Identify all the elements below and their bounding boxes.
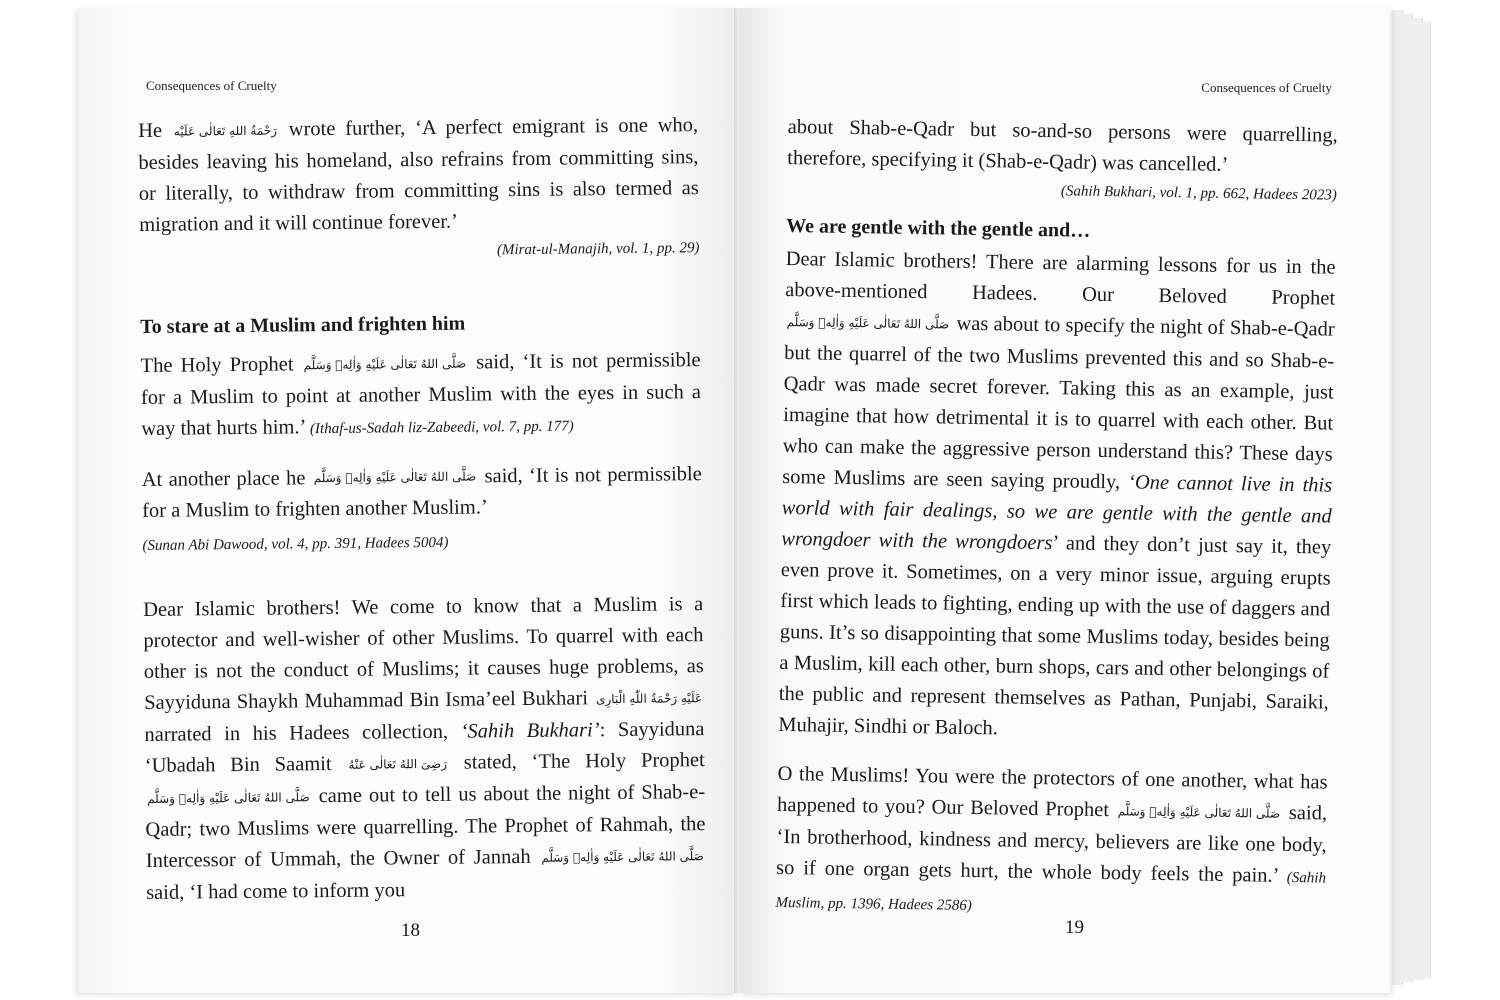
quoted-saying: ‘One cannot live in this world with fair dealings, so we are gentle with the gentle and wrongdoer with the wrongdoers — [781, 471, 1333, 555]
section-heading: We are gentle with the gentle and… — [786, 214, 1091, 242]
citation: (Sunan Abi Dawood, vol. 4, pp. 391, Hadees 5004) — [142, 535, 449, 555]
section-heading: To stare at a Muslim and frighten him — [140, 312, 466, 338]
paragraph: about Shab-e-Qadr but so-and-so persons were quarrelling, therefore, specifying it (Shab-e-Qadr) was cancelled.’ — [787, 115, 1338, 176]
citation: (Sahih Muslim, pp. 1396, Hadees 2586) — [775, 869, 1327, 914]
page-number: 19 — [1065, 917, 1084, 938]
paragraph: He رَحْمَةُ اللهِ تَعَالٰی عَلَيْه wrote further, ‘A perfect emigrant is one who, besides leaving his homeland, also refrains from committing sins, or literally, to withdraw from committing sins is also termed as migration and it will continue forever.’ — [138, 114, 699, 236]
running-header: Consequences of Cruelty — [146, 78, 277, 93]
right-page — [740, 8, 1390, 993]
honorific-text: رَضِیَ اللهُ تَعَالٰی عَنْهُ — [348, 756, 448, 772]
page-number: 18 — [401, 920, 420, 941]
running-header: Consequences of Cruelty — [1201, 80, 1332, 95]
honorific-text: صَلَّى اللهُ تَعَالٰى عَلَيْهِ وَاٰلِهٖ وَسَلَّم — [147, 790, 310, 806]
honorific-text: عَلَيْهِ رَحْمَةُ اللّٰهِ الْبَارِی — [595, 691, 703, 707]
citation: (Ithaf-us-Sadah liz-Zabeedi, vol. 7, pp. 177) — [309, 418, 574, 437]
page-body — [138, 110, 706, 908]
honorific-text: رَحْمَةُ اللهِ تَعَالٰی عَلَيْه — [173, 123, 278, 139]
citation: (Sahih Bukhari, vol. 1, pp. 662, Hadees 2023) — [1060, 183, 1337, 204]
book-title: ‘Sahih Bukhari’ — [460, 719, 600, 743]
honorific-text: صَلَّى اللهُ تَعَالٰى عَلَيْهِ وَاٰلِهٖ وَسَلَّم — [786, 314, 950, 332]
honorific-text: صَلَّى اللهُ تَعَالٰى عَلَيْهِ وَاٰلِهٖ وَسَلَّم — [1117, 803, 1281, 821]
page-edge — [1420, 22, 1431, 978]
honorific-text: صَلَّى اللهُ تَعَالٰى عَلَيْهِ وَاٰلِهٖ وَسَلَّم — [313, 469, 477, 486]
honorific-text: صَلَّى اللهُ تَعَالٰى عَلَيْهِ وَاٰلِهٖ وَسَلَّم — [541, 848, 704, 865]
honorific-text: صَلَّى اللهُ تَعَالٰى عَلَيْهِ وَاٰلِهٖ وَسَلَّم — [303, 356, 467, 372]
paragraph: The Holy Prophet صَلَّى اللهُ تَعَالٰى عَلَيْهِ وَاٰلِهٖ وَسَلَّم said, ‘It is not permissible for a Muslim to point at another Muslim with the eyes in such a way that hurts him.’ (Ithaf-us-Sadah liz-Zabeedi, vol. 7, pp. 177) — [140, 348, 702, 440]
left-page — [78, 8, 738, 993]
paragraph: Dear Islamic brothers! There are alarming lessons for us in the above-mentioned Hadees. Our Beloved Prophet صَلَّى اللهُ تَعَالٰى عَلَيْهِ وَاٰلِهٖ وَسَلَّم was about to specify the night of Shab-e-Qadr but the quarrel of the two Muslims prevented this and so Shab-e-Qadr was made secret forever. Taking this as an example, just imagine that how detrimental it is to quarrel with each other. But who can make the aggressive person understand this? These days some Muslims are seen saying proudly, ‘One cannot live in this world with fair dealings, so we are gentle with the gentle and wrongdoer with the wrongdoers’ and they don’t just say it, they even prove it. Sometimes, on a very minor issue, arguing erupts first which leads to fighting, ending up with the use of daggers and guns. It’s so disappointing that some Muslims today, besides being a Muslim, kill each other, burn shops, cars and other belongings of the public and represent themselves as Pathan, Punjabi, Saraiki, Muhajir, Sindhi or Baloch. — [778, 247, 1336, 740]
page-body — [775, 112, 1338, 927]
citation: (Mirat-ul-Manajih, vol. 1, pp. 29) — [496, 239, 700, 259]
paragraph: At another place he صَلَّى اللهُ تَعَالٰى عَلَيْهِ وَاٰلِهٖ وَسَلَّم said, ‘It is not permissible for a Muslim to frighten another Muslim.’ — [141, 462, 702, 523]
paragraph: O the Muslims! You were the protectors of one another, what has happened to you? Our Beloved Prophet صَلَّى اللهُ تَعَالٰى عَلَيْهِ وَاٰلِهٖ وَسَلَّم said, ‘In brotherhood, kindness and mercy, believers are like one body, so if one organ gets hurt, the whole body feels the pain.’ (Sahih Muslim, pp. 1396, Hadees 2586) — [775, 762, 1328, 914]
paragraph: Dear Islamic brothers! We come to know that a Muslim is a protector and well-wisher of other Muslims. To quarrel with each other is not the conduct of Muslims; it causes huge problems, as Sayyiduna Shaykh Muhammad Bin Isma’eel Bukhari عَلَيْهِ رَحْمَةُ اللّٰهِ الْبَارِی narrated in his Hadees collection, ‘Sahih Bukhari’: Sayyiduna ‘Ubadah Bin Saamit رَضِیَ اللهُ تَعَالٰی عَنْهُ stated, ‘The Holy Prophet صَلَّى اللهُ تَعَالٰى عَلَيْهِ وَاٰلِهٖ وَسَلَّم came out to tell us about the night of Shab-e-Qadr; two Muslims were quarrelling. The Prophet of Rahmah, the Intercessor of Ummah, the Owner of Jannah صَلَّى اللهُ تَعَالٰى عَلَيْهِ وَاٰلِهٖ وَسَلَّم said, ‘I had come to inform you — [143, 593, 706, 904]
